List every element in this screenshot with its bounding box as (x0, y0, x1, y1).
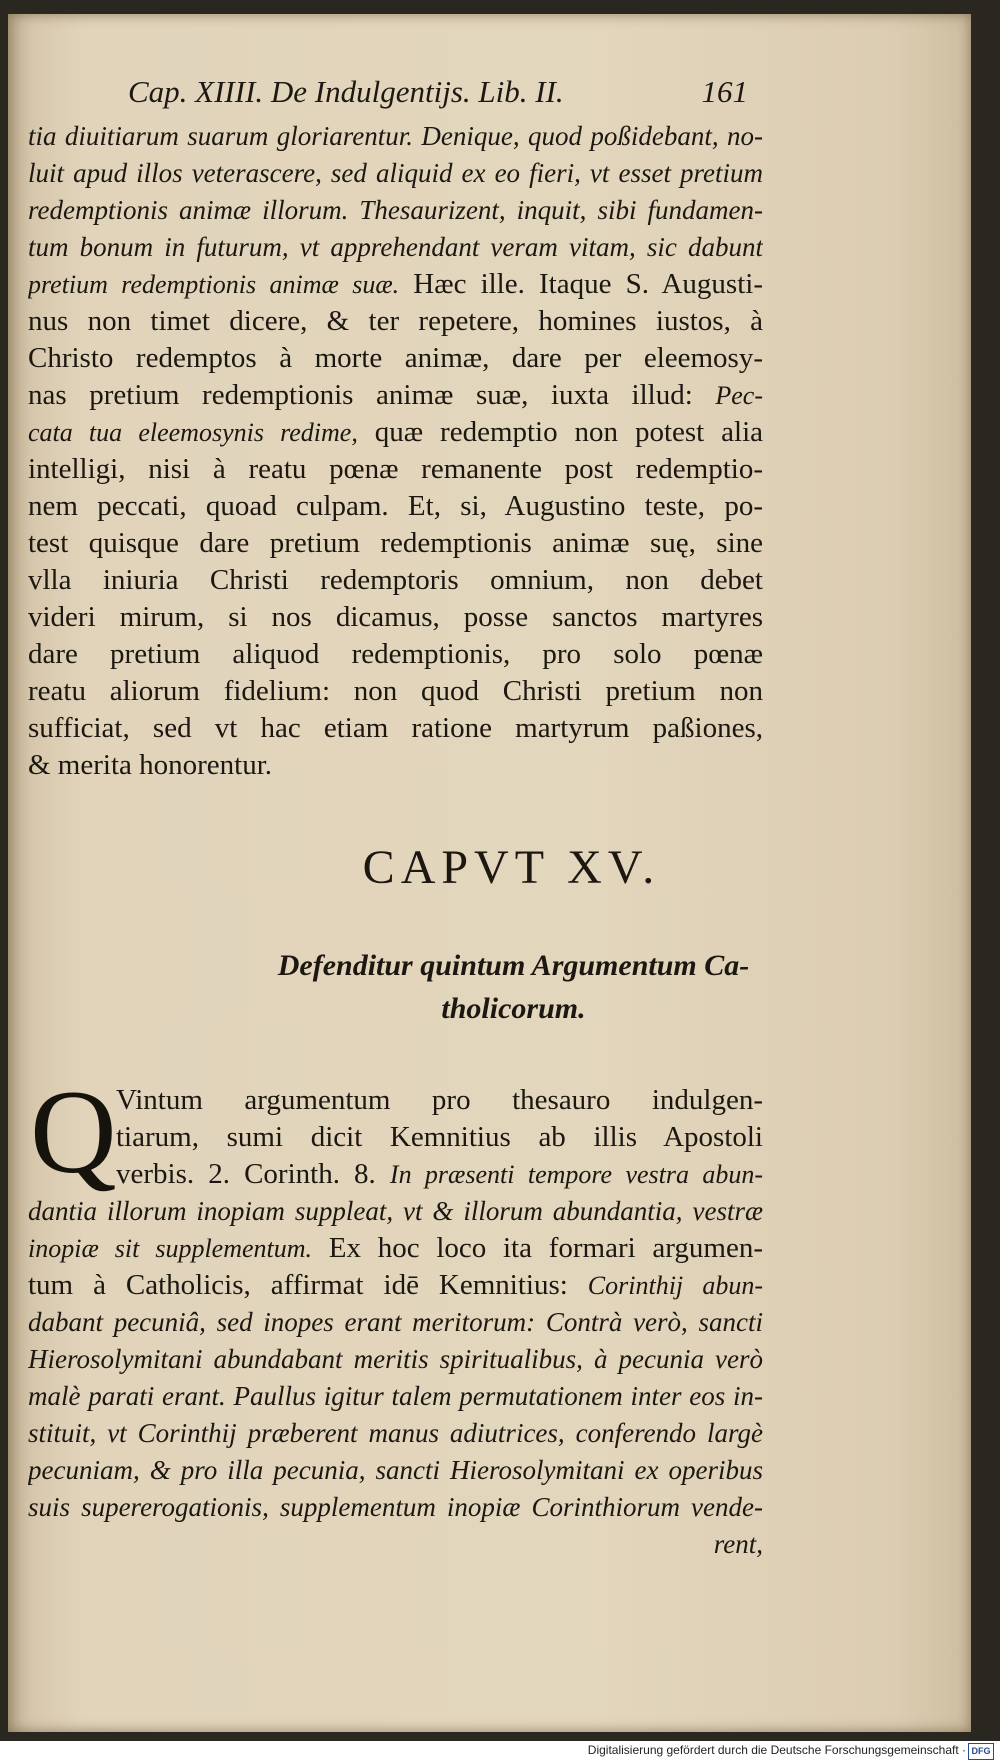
text-line: tia diuitiarum suarum gloriarentur. Denique, quod poßidebant, no- (28, 121, 763, 151)
paragraph-1 (28, 118, 763, 784)
text-line: pecuniam, & pro illa pecunia, sancti Hierosolymitani ex operibus (28, 1455, 763, 1485)
footer-credit: Digitalisierung gefördert durch die Deutsche Forschungsgemeinschaft · (587, 1743, 966, 1757)
text-line: vlla iniuria Christi redemptoris omnium, non debet (28, 564, 763, 596)
italic-text: Pec- (715, 381, 763, 410)
text-line (28, 414, 763, 451)
text-line: Hierosolymitani abundabant meritis spiritualibus, à pecunia verò (28, 1344, 763, 1374)
text-line: & merita honorentur. (28, 749, 273, 781)
digitization-footer (0, 1741, 1000, 1761)
text-line: rent, (713, 1529, 763, 1559)
roman-text: tum à Catholicis, affirmat idē Kemnitius: (28, 1269, 588, 1301)
dfg-logo: DFG (968, 1743, 994, 1760)
roman-text: Hæc ille. Itaque S. Augusti- (399, 268, 763, 300)
italic-text: inopiæ sit supplementum. (28, 1234, 313, 1263)
text-line: intelligi, nisi à reatu pœnæ remanente post redemptio- (28, 453, 763, 485)
text-line: videri mirum, si nos dicamus, posse sanctos martyres (28, 601, 763, 633)
text-line (28, 1267, 763, 1304)
caput-heading: CAPVT XV. (362, 841, 661, 894)
text-line: tum bonum in futurum, vt apprehendant veram vitam, sic dabunt (28, 232, 763, 262)
text-line (28, 266, 763, 303)
italic-text: In præsenti tempore vestra abun- (389, 1160, 763, 1189)
text-line: dare pretium aliquod redemptionis, pro solo pœnæ (28, 638, 763, 670)
text-line: stituit, vt Corinthij præberent manus adiutrices, conferendo largè (28, 1418, 763, 1448)
roman-text: Ex hoc loco ita formari argumen- (312, 1232, 763, 1264)
running-header (128, 74, 748, 118)
italic-text: cata tua eleemosynis redime, (28, 418, 358, 447)
text-line (28, 1156, 763, 1193)
text-line: reatu aliorum fidelium: non quod Christi pretium non (28, 675, 763, 707)
roman-text: verbis. 2. Corinth. 8. (116, 1158, 390, 1190)
header-chapter: Cap. XIIII. De Indulgentijs. Lib. II. (128, 74, 564, 109)
text-line: tiarum, sumi dicit Kemnitius ab illis Apostoli (116, 1121, 763, 1153)
text-line: redemptionis animæ illorum. Thesaurizent, inquit, sibi fundamen- (28, 195, 763, 225)
text-line: suis supererogationis, supplementum inopiæ Corinthiorum vende- (28, 1492, 763, 1522)
text-line: nus non timet dicere, & ter repetere, homines iustos, à (28, 305, 763, 337)
drop-capital: Q (30, 1065, 117, 1198)
text-line: malè parati erant. Paullus igitur talem permutationem inter eos in- (28, 1381, 763, 1411)
text-line (28, 377, 763, 414)
text-line: sufficiat, sed vt hac etiam ratione martyrum paßiones, (28, 712, 763, 744)
text-line: test quisque dare pretium redemptionis animæ suę, sine (28, 527, 763, 559)
roman-text: quæ redemptio non potest alia (357, 416, 763, 448)
roman-text: nas pretium redemptionis animæ suæ, iuxta illud: (28, 379, 716, 411)
text-line: luit apud illos veterascere, sed aliquid ex eo fieri, vt esset pretium (28, 158, 763, 188)
text-line: Christo redemptos à morte animæ, dare per eleemosy- (28, 342, 763, 374)
page-number: 161 (701, 74, 748, 109)
italic-text: pretium redemptionis animæ suæ. (28, 270, 400, 299)
paragraph-2 (28, 1065, 763, 1563)
text-line: dantia illorum inopiam suppleat, vt & illorum abundantia, vestræ (28, 1196, 763, 1226)
text-line (28, 1230, 763, 1267)
text-line: nem peccati, quoad culpam. Et, si, Augustino teste, po- (28, 490, 763, 522)
book-page (8, 14, 971, 1732)
text-line: dabant pecuniâ, sed inopes erant meritorum: Contrà verò, sancti (28, 1307, 763, 1337)
subheading-line-2: tholicorum. (441, 992, 586, 1025)
subheading-line-1: Defenditur quintum Argumentum Ca- (277, 949, 750, 982)
italic-text: Corinthij abun- (587, 1271, 763, 1300)
text-line: Vintum argumentum pro thesauro indulgen- (116, 1084, 763, 1116)
